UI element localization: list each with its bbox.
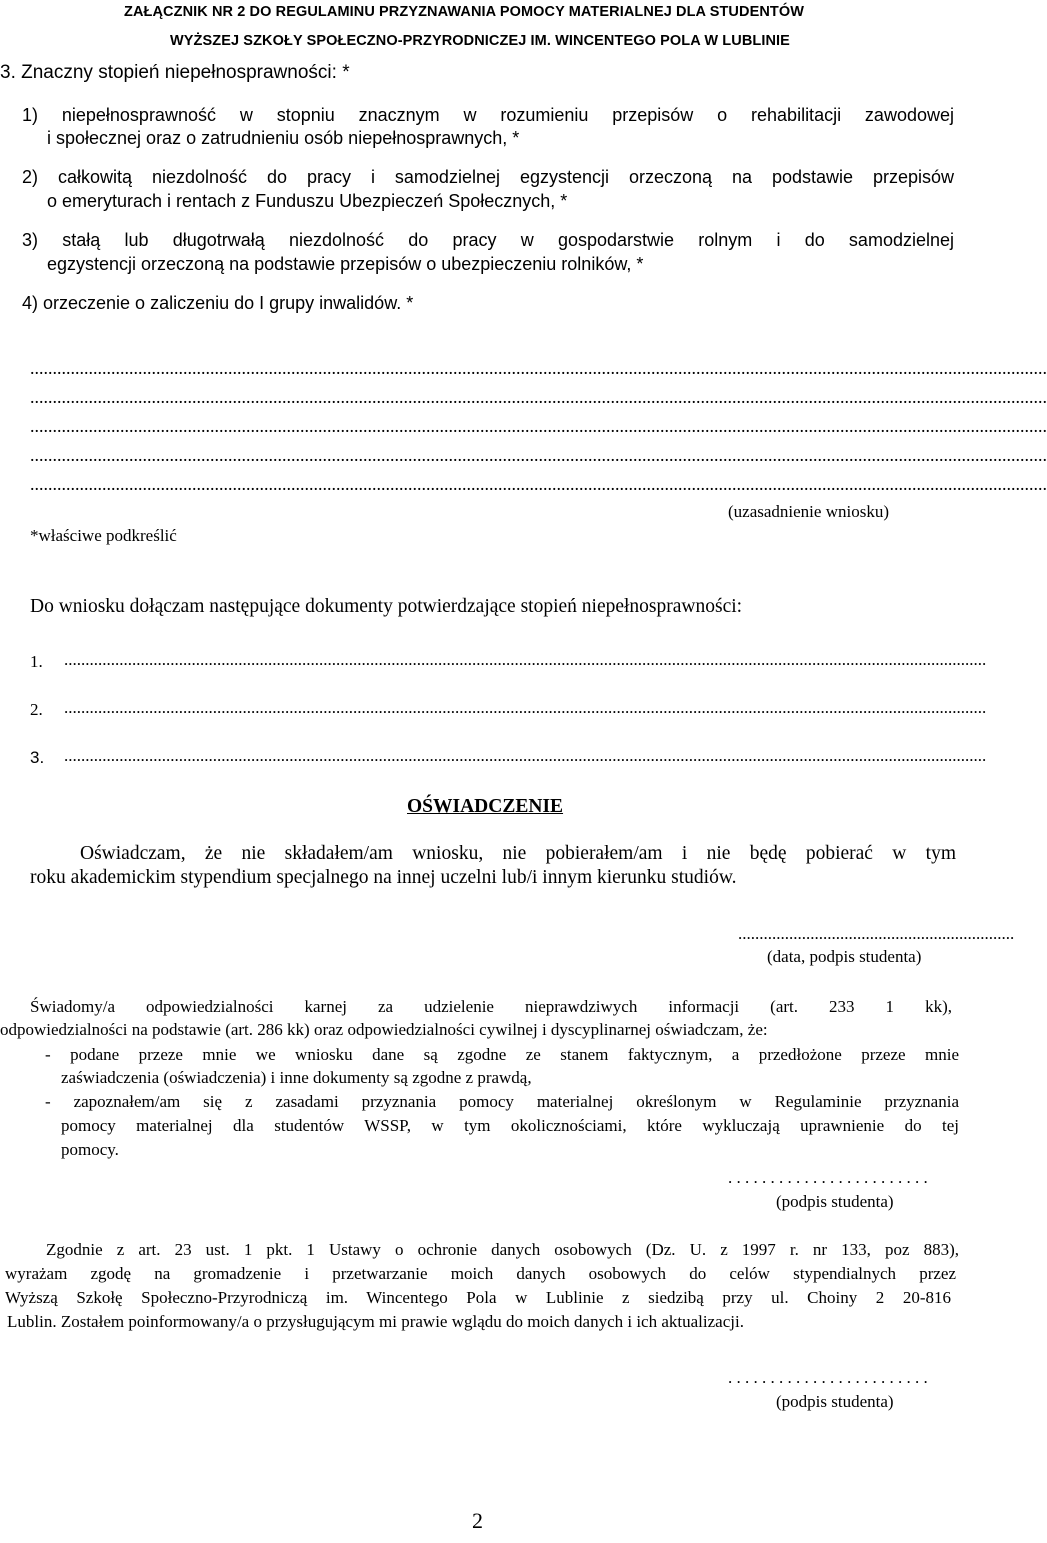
justification-line-2[interactable]: .................................................................................................................................................................................................................................. — [30, 387, 1047, 407]
justification-line-5[interactable]: .................................................................................................................................................................................................................................. — [30, 474, 1047, 494]
justification-line-3[interactable]: .................................................................................................................................................................................................................................. — [30, 416, 1047, 436]
attachment-2-number: 2. — [30, 700, 43, 719]
attachment-3-field[interactable]: ......................................................................................................................................................................................................................... — [64, 746, 987, 765]
header-line-2: WYŻSZEJ SZKOŁY SPOŁECZNO-PRZYRODNICZEJ IM. WINCENTEGO POLA W LUBLINIE — [170, 33, 790, 49]
item-4: 4) orzeczenie o zaliczeniu do I grupy inwalidów. * — [22, 293, 414, 313]
item-1-line-1: 1) niepełnosprawność w stopniu znacznym w rozumieniu przepisów o rehabilitacji zawodowej — [22, 105, 954, 125]
signature-1-dots[interactable]: ................................................................. — [738, 924, 1015, 943]
item-3-line-2: egzystencji orzeczoną na podstawie przepisów o ubezpieczeniu rolników, * — [47, 254, 644, 274]
declaration-title: OŚWIADCZENIE — [407, 796, 564, 817]
liability-line-2: odpowiedzialności na podstawie (art. 286 kk) oraz odpowiedzialności cywilnej i dyscyplinarnej oświadczam, że: — [0, 1020, 768, 1039]
signature-1-caption: (data, podpis studenta) — [767, 947, 922, 966]
liability-line-1: Świadomy/a odpowiedzialności karnej za udzielenie nieprawdziwych informacji (art. 233 1 kk), — [30, 997, 952, 1016]
bullet-2-line-3: pomocy. — [61, 1140, 119, 1159]
attachments-intro: Do wniosku dołączam następujące dokumenty potwierdzające stopień niepełnosprawności: — [30, 596, 743, 617]
attachment-2-field[interactable]: ......................................................................................................................................................................................................................... — [64, 698, 987, 717]
bullet-2-line-1: - zapoznałem/am się z zasadami przyznania pomocy materialnej określonym w Regulaminie przyznania — [45, 1092, 959, 1111]
signature-2-dots[interactable]: . . . . . . . . . . . . . . . . . . . . . . . . — [728, 1168, 928, 1187]
justification-caption: (uzasadnienie wniosku) — [728, 502, 889, 521]
item-1-line-2: i społecznej oraz o zatrudnieniu osób niepełnosprawnych, * — [47, 128, 520, 148]
declaration-line-1: Oświadczam, że nie składałem/am wniosku, nie pobierałem/am i nie będę pobierać w tym — [80, 843, 956, 864]
section-heading: 3. Znaczny stopień niepełnosprawności: * — [0, 62, 350, 83]
declaration-line-2: roku akademickim stypendium specjalnego na innej uczelni lub/i innym kierunku studiów. — [30, 867, 737, 888]
header-line-1: ZAŁĄCZNIK NR 2 DO REGULAMINU PRZYZNAWANIA POMOCY MATERIALNEJ DLA STUDENTÓW — [124, 4, 805, 20]
attachment-1-number: 1. — [30, 652, 43, 671]
bullet-2-line-2: pomocy materialnej dla studentów WSSP, w tym okolicznościami, które wykluczają uprawnienie do tej — [61, 1116, 959, 1135]
signature-3-caption: (podpis studenta) — [776, 1392, 894, 1411]
item-2-line-1: 2) całkowitą niezdolność do pracy i samodzielnej egzystencji orzeczoną na podstawie przepisów — [22, 167, 954, 187]
signature-3-dots[interactable]: . . . . . . . . . . . . . . . . . . . . . . . . — [728, 1368, 928, 1387]
justification-line-1[interactable]: .................................................................................................................................................................................................................................. — [30, 358, 1047, 378]
justification-line-4[interactable]: .................................................................................................................................................................................................................................. — [30, 445, 1047, 465]
consent-line-3: Wyższą Szkołę Społeczno-Przyrodniczą im. Wincentego Pola w Lublinie z siedzibą przy ul. Choiny 2 20-816 — [5, 1288, 951, 1307]
item-3-line-1: 3) stałą lub długotrwałą niezdolność do pracy w gospodarstwie rolnym i do samodzielnej — [22, 230, 954, 250]
attachment-1-field[interactable]: ......................................................................................................................................................................................................................... — [64, 650, 987, 669]
bullet-1-line-2: zaświadczenia (oświadczenia) i inne dokumenty są zgodne z prawdą, — [61, 1068, 532, 1087]
item-2-line-2: o emeryturach i rentach z Funduszu Ubezpieczeń Społecznych, * — [47, 191, 568, 211]
underline-note: *właściwe podkreślić — [30, 526, 177, 545]
signature-2-caption: (podpis studenta) — [776, 1192, 894, 1211]
attachment-3-number: 3. — [30, 748, 45, 767]
consent-line-2: wyrażam zgodę na gromadzenie i przetwarzanie moich danych osobowych do celów stypendialnych przez — [5, 1264, 956, 1283]
consent-line-4: Lublin. Zostałem poinformowany/a o przysługującym mi prawie wglądu do moich danych i ich aktualizacji. — [7, 1312, 744, 1331]
page-number: 2 — [472, 1508, 483, 1533]
consent-line-1: Zgodnie z art. 23 ust. 1 pkt. 1 Ustawy o ochronie danych osobowych (Dz. U. z 1997 r. nr 133, poz 883), — [46, 1240, 959, 1259]
bullet-1-line-1: - podane przeze mnie we wniosku dane są zgodne ze stanem faktycznym, a przedłożone przeze mnie — [45, 1045, 959, 1064]
